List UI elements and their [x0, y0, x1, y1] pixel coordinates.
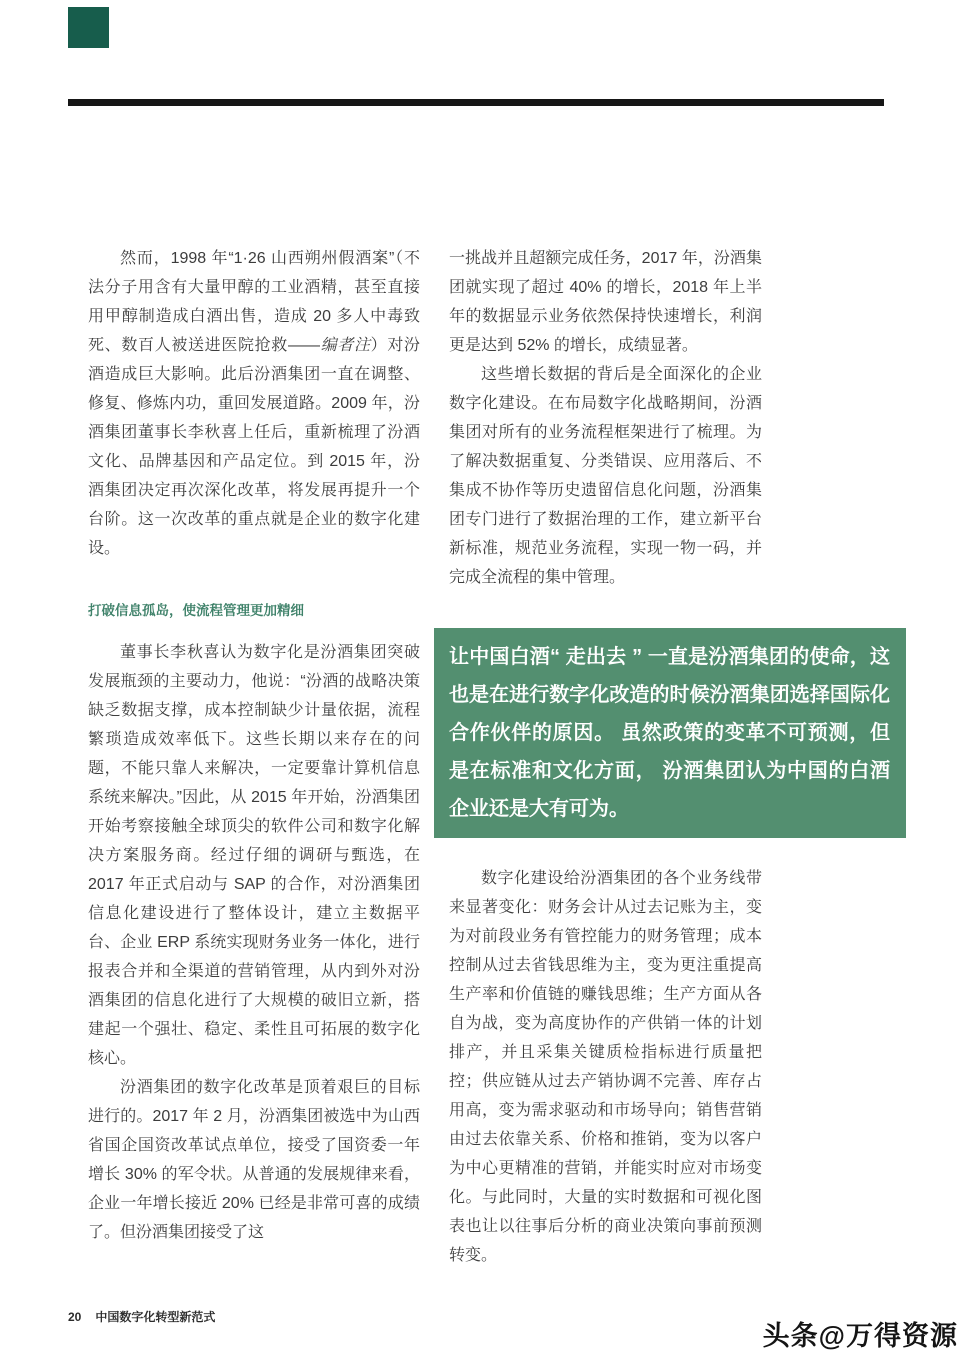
page-number: 20 [68, 1310, 82, 1324]
right-column-lower [449, 864, 762, 1270]
section-heading: 打破信息孤岛，使流程管理更加精细 [88, 603, 304, 618]
left-column [88, 244, 420, 1247]
editor-note-italic: 编者注 [319, 337, 371, 354]
paragraph-text: 然而，1998 年“1·26 山西朔州假酒案”（不法分子用含有大量甲醇的工业酒精，甚至直接用甲醇制造成白酒出售，造成 20 多人中毒致死、数百人被送进医院抢救—— [88, 250, 420, 354]
paragraph-data-governance: 这些增长数据的背后是全面深化的企业数字化建设。在布局数字化战略期间，汾酒集团对所有的业务流程框架进行了梳理。为了解决数据重复、分类错误、应用落后、不集成不协作等历史遗留信息化问题，汾酒集团专门进行了数据治理的工作，建立新平台新标准，规范业务流程，实现一物一码，并完成全流程的集中管理。 [449, 366, 762, 586]
paragraph-incident [88, 244, 420, 563]
paragraph-growth-results: 一挑战并且超额完成任务，2017 年，汾酒集团就实现了超过 40% 的增长，2018 年上半年的数据显示业务依然保持快速增长，利润更是达到 52% 的增长，成绩显著。 [449, 250, 762, 354]
paragraph-text: ）对汾酒造成巨大影响。此后汾酒集团一直在调整、修复、修炼内功，重回发展道路。2009 年，汾酒集团董事长李秋喜上任后，重新梳理了汾酒文化、品牌基因和产品定位。到 2015 年，汾酒集团决定再次深化改革，将发展再提升一个台阶。这一次改革的重点就是企业的数字化建设。 [88, 337, 420, 557]
book-title: 中国数字化转型新范式 [95, 1310, 216, 1324]
right-column-upper [449, 244, 762, 592]
corner-accent-square [68, 7, 109, 48]
page-footer [68, 1308, 215, 1325]
paragraph-digitalization-drive: 董事长李秋喜认为数字化是汾酒集团突破发展瓶颈的主要动力，他说：“汾酒的战略决策缺乏数据支撑，成本控制缺少计量依据，流程繁琐造成效率低下。这些长期以来存在的问题，不能只靠人来解决，一定要靠计算机信息系统来解决。”因此，从 2015 年开始，汾酒集团开始考察接触全球顶尖的软件公司和数字化解决方案服务商。经过仔细的调研与甄选，在 2017 年正式启动与 SAP 的合作，对汾酒集团信息化建设进行了整体设计，建立主数据平台、企业 ERP 系统实现财务业务一体化，进行报表合并和全渠道的营销管理，从内到外对汾酒集团的信息化进行了大规模的破旧立新，搭建起一个强壮、稳定、柔性且可拓展的数字化核心。 [88, 644, 420, 1067]
paragraph-business-changes: 数字化建设给汾酒集团的各个业务线带来显著变化：财务会计从过去记账为主，变为对前段业务有管控能力的财务管理；成本控制从过去省钱思维为主，变为更注重提高生产率和价值链的赚钱思维；生产方面从各自为战，变为高度协作的产供销一体的计划排产，并且采集关键质检指标进行质量把控；供应链从过去产销协调不完善、库存占用高，变为需求驱动和市场导向；销售营销由过去依靠关系、价格和推销，变为以客户为中心更精准的营销，并能实时应对市场变化。与此同时，大量的实时数据和可视化图表也让以往事后分析的商业决策向事前预测转变。 [449, 870, 762, 1264]
watermark: 头条@万得资源 [762, 1321, 958, 1351]
paragraph-reform-target: 汾酒集团的数字化改革是顶着艰巨的目标进行的。2017 年 2 月，汾酒集团被选中为山西省国企国资改革试点单位，接受了国资委一年增长 30% 的军令状。从普通的发展规律来看，企业一年增长接近 20% 已经是非常可喜的成绩了。但汾酒集团接受了这 [88, 1079, 420, 1241]
top-divider-rule [68, 99, 884, 106]
pull-quote: 让中国白酒“ 走出去 ” 一直是汾酒集团的使命，这也是在进行数字化改造的时候汾酒集团选择国际化合作伙伴的原因。 虽然政策的变革不可预测，但是在标准和文化方面， 汾酒集团认为中国的白酒企业还是大有可为。 [434, 628, 906, 838]
